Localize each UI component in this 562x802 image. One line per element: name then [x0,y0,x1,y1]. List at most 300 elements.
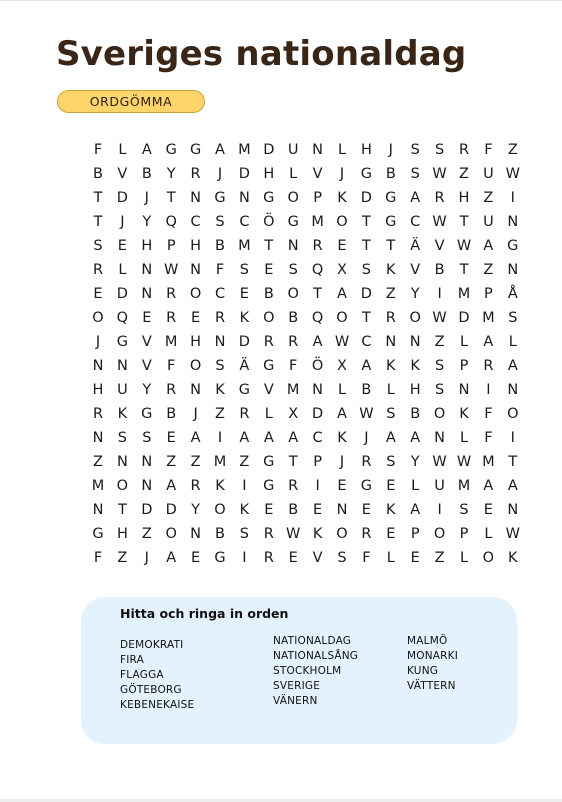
grid-letter: R [263,334,274,350]
grid-row [92,524,520,548]
grid-letter: B [166,406,177,422]
grid-letter: Z [459,166,469,182]
grid-letter: F [289,358,298,374]
grid-letter: O [116,478,129,494]
grid-letter: S [215,358,225,374]
grid-letter: K [386,358,396,374]
grid-letter: R [288,334,299,350]
grid-letter: O [165,526,177,542]
grid-letter: P [410,526,420,542]
word-list-item: SVERIGE [273,680,321,692]
grid-letter: W [359,406,374,422]
grid-letter: A [166,550,177,566]
grid-letter: R [92,262,104,278]
word-list-item: KEBENEKAISE [120,699,195,711]
grid-letter: F [484,430,493,446]
grid-letter: R [458,142,470,158]
grid-letter: I [437,502,442,518]
grid-letter: R [361,454,372,470]
word-list-item: MALMÖ [407,635,448,647]
grid-letter: M [457,286,471,302]
grid-row [92,260,519,284]
grid-letter: C [239,214,250,230]
grid-letter: S [459,502,469,518]
grid-letter: Å [507,286,518,302]
grid-letter: G [116,334,129,350]
grid-letter: S [142,430,152,446]
grid-letter: J [388,142,393,158]
grid-letter: N [507,214,519,230]
grid-letter: R [190,166,201,182]
grid-letter: C [214,286,226,302]
grid-letter: M [213,454,227,470]
grid-letter: A [483,478,494,494]
grid-letter: T [361,238,371,254]
grid-letter: Q [311,262,324,278]
grid-letter: I [242,478,247,494]
grid-letter: P [459,526,469,542]
grid-row [93,452,518,476]
grid-letter: J [144,190,149,206]
word-list-item: NATIONALSÅNG [273,650,359,662]
grid-letter: T [361,214,371,230]
grid-letter: F [215,262,225,278]
grid-letter: F [484,406,493,422]
grid-letter: D [165,502,177,518]
grid-letter: I [510,430,515,446]
grid-letter: S [215,214,225,230]
grid-letter: I [486,382,491,398]
grid-letter: N [190,382,202,398]
grid-letter: N [312,382,324,398]
grid-letter: W [432,214,447,230]
grid-letter: G [141,406,153,422]
grid-letter: K [337,190,347,206]
word-list-item: MONARKI [407,650,459,662]
grid-letter: H [141,238,153,254]
grid-letter: N [507,502,519,518]
grid-letter: Y [410,454,420,470]
grid-letter: L [459,550,469,566]
grid-letter: F [167,358,176,374]
grid-letter: L [484,526,493,542]
grid-letter: A [483,334,494,350]
grid-row [93,284,518,308]
grid-letter: U [483,166,494,182]
word-list-column-3 [407,634,458,694]
grid-letter: N [238,190,250,206]
grid-letter: N [116,454,128,470]
grid-row [91,476,518,500]
grid-letter: E [93,286,103,302]
grid-row [93,236,519,260]
grid-letter: P [459,358,469,374]
grid-letter: T [361,310,371,326]
grid-letter: Ä [239,358,250,374]
grid-letter: Z [434,550,445,566]
grid-letter: K [215,382,225,398]
grid-row [92,404,519,428]
grid-letter: S [93,238,103,254]
grid-letter: E [142,310,152,326]
grid-letter: V [141,358,152,374]
grid-row [93,212,519,236]
grid-letter: R [190,478,201,494]
grid-letter: T [386,238,396,254]
grid-row [93,548,518,572]
grid-letter: D [238,334,250,350]
grid-letter: E [288,550,298,566]
grid-letter: M [482,454,495,470]
grid-letter: O [336,310,348,326]
grid-row [92,380,519,404]
grid-letter: B [93,166,103,182]
grid-letter: U [483,214,494,230]
grid-letter: L [264,406,273,422]
grid-letter: G [263,478,275,494]
grid-letter: Z [93,454,103,470]
grid-letter: W [432,454,447,470]
grid-letter: S [410,166,420,182]
grid-letter: H [116,526,128,542]
grid-letter: H [409,382,421,398]
grid-letter: K [508,550,518,566]
grid-letter: E [410,550,420,566]
grid-letter: U [117,382,128,398]
grid-letter: R [166,382,177,398]
grid-letter: O [433,526,446,542]
grid-letter: Y [410,286,420,302]
grid-letter: H [92,382,104,398]
grid-letter: R [288,478,299,494]
grid-letter: N [507,262,519,278]
grid-letter: V [434,238,445,254]
grid-letter: R [92,406,104,422]
word-list-title: Hitta och ringa in orden [120,606,289,621]
grid-letter: T [313,286,323,302]
grid-letter: K [386,262,396,278]
grid-letter: G [360,166,373,182]
grid-letter: A [312,334,323,350]
grid-letter: H [190,334,202,350]
grid-letter: Y [142,214,152,230]
grid-letter: O [336,526,348,542]
grid-letter: G [360,478,373,494]
grid-letter: W [505,526,520,542]
grid-letter: E [117,238,127,254]
grid-letter: N [92,430,104,446]
grid-letter: N [141,286,153,302]
grid-letter: B [141,166,152,182]
grid-letter: D [263,142,275,158]
grid-letter: S [386,406,396,422]
grid-letter: N [287,238,299,254]
grid-letter: B [215,526,225,542]
grid-letter: N [190,526,202,542]
grid-letter: A [288,430,299,446]
grid-row [95,332,517,356]
grid-row [92,308,518,332]
grid-letter: F [362,550,371,566]
grid-letter: N [409,334,421,350]
grid-letter: G [263,190,275,206]
grid-letter: J [144,550,149,566]
grid-letter: X [337,358,347,374]
grid-letter: Ö [311,358,324,374]
grid-letter: Ö [263,214,275,230]
grid-letter: A [483,238,494,254]
grid-letter: B [434,262,445,278]
grid-letter: M [238,142,251,158]
grid-letter: N [214,334,226,350]
grid-letter: N [385,334,397,350]
grid-letter: Q [311,310,324,326]
grid-letter: O [336,214,348,230]
grid-letter: B [215,238,225,254]
grid-letter: E [361,502,371,518]
word-list-item: VÄTTERN [407,680,456,692]
grid-letter: T [288,454,298,470]
grid-letter: V [263,382,274,398]
grid-letter: T [459,262,469,278]
word-list-item: GÖTEBORG [120,684,182,696]
grid-letter: E [386,478,396,494]
word-list-item: FLAGGA [120,669,164,681]
grid-letter: B [263,286,274,302]
grid-letter: D [360,286,372,302]
grid-letter: K [312,526,323,542]
grid-letter: A [410,502,421,518]
grid-letter: N [458,382,470,398]
grid-letter: B [361,382,372,398]
grid-letter: N [116,358,128,374]
grid-letter: G [263,358,275,374]
grid-letter: N [141,454,153,470]
grid-letter: R [214,310,226,326]
grid-letter: Z [166,454,177,470]
grid-letter: H [360,142,372,158]
grid-letter: Z [190,454,201,470]
page-title: Sveriges nationaldag [56,34,467,74]
grid-letter: M [286,382,300,398]
grid-letter: G [238,382,251,398]
grid-letter: P [313,454,322,470]
grid-letter: R [166,310,177,326]
grid-letter: V [312,166,323,182]
grid-letter: E [386,526,396,542]
word-search-grid [91,140,520,572]
grid-letter: S [434,382,445,398]
grid-letter: Z [507,142,518,158]
word-list-item: STOCKHOLM [273,665,342,677]
grid-letter: A [507,358,518,374]
grid-letter: O [92,310,104,326]
grid-letter: I [510,190,515,206]
grid-letter: D [458,310,470,326]
grid-row [92,500,519,524]
grid-letter: W [505,166,520,182]
grid-letter: K [117,406,128,422]
grid-letter: G [287,214,299,230]
grid-letter: O [482,550,495,566]
word-list-item: KUNG [407,665,439,677]
grid-letter: D [312,406,324,422]
grid-row [92,428,515,452]
grid-letter: J [339,166,345,182]
grid-letter: R [263,550,274,566]
grid-letter: S [117,430,127,446]
grid-letter: S [434,142,445,158]
grid-letter: O [433,406,446,422]
grid-row [93,140,518,164]
grid-letter: C [190,214,201,230]
grid-letter: L [411,478,420,494]
word-list-panel [81,597,517,744]
grid-letter: O [287,190,299,206]
grid-letter: F [93,550,103,566]
grid-letter: W [334,334,350,350]
grid-letter: R [385,310,396,326]
grid-letter: T [166,190,176,206]
word-list-item: DEMOKRATI [120,639,184,651]
grid-letter: S [386,454,396,470]
grid-letter: S [434,358,445,374]
grid-letter: W [456,238,472,254]
grid-letter: Z [141,526,152,542]
grid-letter: R [239,406,250,422]
grid-letter: N [434,430,446,446]
grid-letter: L [386,550,395,566]
grid-letter: F [484,142,493,158]
grid-letter: C [410,214,421,230]
grid-letter: A [385,430,396,446]
grid-letter: T [93,190,103,206]
grid-letter: N [92,358,104,374]
grid-letter: L [337,142,347,158]
grid-letter: L [337,382,347,398]
grid-letter: H [263,166,275,182]
grid-letter: E [337,238,347,254]
grid-letter: P [484,286,493,302]
grid-letter: T [459,214,469,230]
grid-letter: W [286,526,301,542]
grid-letter: E [191,550,201,566]
grid-letter: S [508,310,518,326]
grid-letter: K [459,406,469,422]
word-list-column-1 [120,638,194,713]
grid-letter: N [92,502,104,518]
grid-letter: E [483,502,493,518]
grid-letter: O [287,286,299,302]
grid-letter: A [337,406,347,422]
grid-letter: D [360,190,372,206]
grid-letter: Z [239,454,250,470]
grid-letter: R [483,358,494,374]
grid-letter: E [264,262,274,278]
grid-row [93,164,520,188]
grid-letter: Z [117,550,128,566]
grid-letter: A [337,286,347,302]
grid-letter: I [217,430,223,446]
grid-letter: Y [142,382,152,398]
grid-letter: S [337,550,347,566]
grid-letter: H [458,190,470,206]
grid-letter: L [118,262,127,278]
grid-letter: K [239,310,250,326]
grid-letter: O [263,310,275,326]
grid-letter: A [190,430,201,446]
grid-letter: G [385,214,397,230]
grid-letter: S [239,262,249,278]
grid-letter: Z [215,406,225,422]
grid-letter: W [164,262,179,278]
grid-letter: J [339,454,345,470]
grid-letter: W [432,166,447,182]
grid-letter: N [507,382,519,398]
grid-letter: E [166,430,176,446]
grid-letter: B [385,166,396,182]
grid-letter: V [410,262,421,278]
grid-letter: Z [483,190,494,206]
grid-letter: V [117,166,128,182]
grid-letter: T [508,454,518,470]
grid-letter: M [91,478,105,494]
grid-letter: D [141,502,153,518]
grid-letter: I [437,286,442,302]
grid-letter: N [141,262,153,278]
grid-letter: P [313,190,322,206]
grid-letter: G [165,142,177,158]
grid-letter: I [242,550,247,566]
grid-letter: V [141,334,152,350]
grid-letter: B [288,502,299,518]
grid-letter: Q [116,310,129,326]
grid-letter: A [141,142,152,158]
grid-letter: M [164,334,178,350]
grid-letter: K [410,358,420,374]
grid-letter: L [459,334,469,350]
grid-letter: A [166,478,177,494]
grid-letter: Y [166,166,176,182]
grid-letter: O [189,358,202,374]
grid-letter: U [434,478,445,494]
grid-letter: N [141,478,153,494]
grid-letter: F [93,142,103,158]
grid-letter: B [410,406,421,422]
grid-letter: H [190,238,202,254]
grid-letter: N [190,262,202,278]
grid-letter: E [239,286,249,302]
grid-letter: Z [483,262,494,278]
grid-letter: K [337,430,347,446]
grid-letter: L [459,430,469,446]
grid-letter: T [264,238,274,254]
grid-letter: A [239,430,250,446]
grid-letter: O [189,286,202,302]
grid-letter: J [120,214,125,230]
grid-letter: S [288,262,298,278]
grid-letter: G [385,190,397,206]
grid-letter: A [263,430,274,446]
word-list-item: NATIONALDAG [273,635,352,647]
grid-letter: J [193,406,198,422]
grid-letter: O [409,310,421,326]
grid-letter: V [312,550,323,566]
grid-letter: A [410,190,421,206]
grid-letter: K [239,502,250,518]
grid-letter: L [289,166,298,182]
grid-letter: M [457,478,471,494]
